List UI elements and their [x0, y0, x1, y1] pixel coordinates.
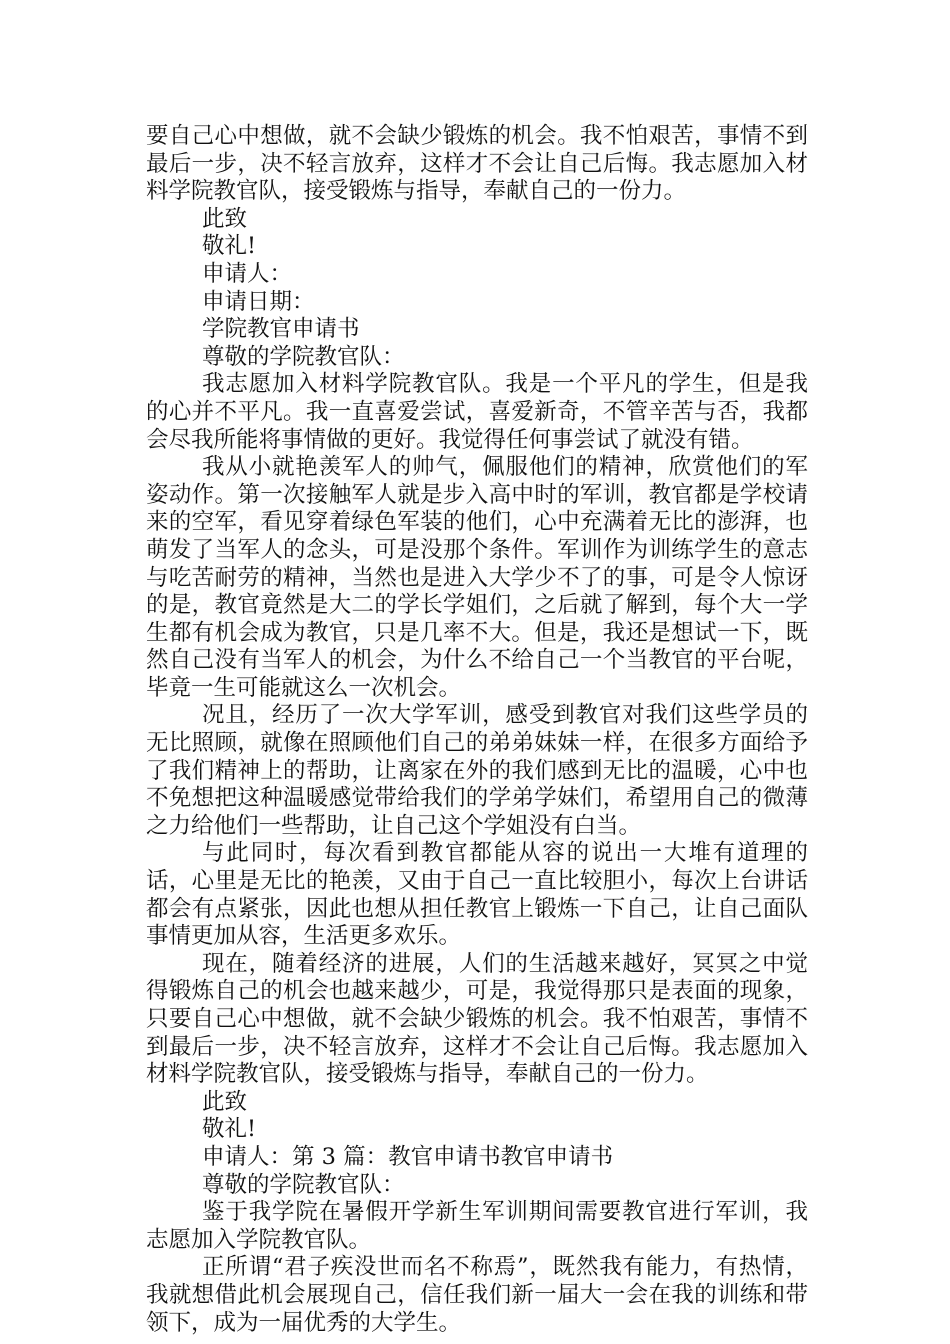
document-body [146, 123, 808, 1337]
closing-line: 此致 [202, 205, 248, 232]
paragraph: 要自己心中想做，就不会缺少锻炼的机会。我不怕艰苦，事情不到最后一步，决不轻言放弃，这样才不会让自己后悔。我志愿加入材料学院教官队，接受锻炼与指导，奉献自己的一份力。 [146, 123, 808, 205]
closing-line: 此致 [202, 1088, 248, 1115]
section-title: 学院教官申请书 [202, 316, 360, 343]
paragraph: 鉴于我学院在暑假开学新生军训期间需要教官进行军训，我志愿加入学院教官队。 [146, 1199, 808, 1253]
applicant-line: 申请人：第 3 篇：教官申请书教官申请书 [202, 1143, 614, 1170]
greeting-line: 尊敬的学院教官队： [202, 1171, 405, 1198]
salutation-line: 敬礼! [202, 1116, 257, 1143]
paragraph: 与此同时，每次看到教官都能从容的说出一大堆有道理的话，心里是无比的艳羡，又由于自己一直比较胆小，每次上台讲话都会有点紧张，因此也想从担任教官上锻炼一下自己，让自己面队事情更加从容，生活更多欢乐。 [146, 840, 808, 950]
paragraph: 我志愿加入材料学院教官队。我是一个平凡的学生，但是我的心并不平凡。我一直喜爱尝试，喜爱新奇，不管辛苦与否，我都会尽我所能将事情做的更好。我觉得任何事尝试了就没有错。 [146, 371, 808, 453]
salutation-line: 敬礼! [202, 233, 257, 260]
applicant-line: 申请人： [202, 260, 293, 287]
paragraph: 正所谓“君子疾没世而名不称焉”，既然我有能力，有热情，我就想借此机会展现自己，信任我们新一届大一会在我的训练和带领下，成为一届优秀的大学生。 [146, 1254, 808, 1336]
paragraph: 现在，随着经济的进展，人们的生活越来越好，冥冥之中觉得锻炼自己的机会也越来越少，可是，我觉得那只是表面的现象，只要自己心中想做，就不会缺少锻炼的机会。我不怕艰苦，事情不到最后一步，决不轻言放弃，这样才不会让自己后悔。我志愿加入材料学院教官队，接受锻炼与指导，奉献自己的一份力。 [146, 950, 808, 1088]
paragraph: 我从小就艳羡军人的帅气，佩服他们的精神，欣赏他们的军姿动作。第一次接触军人就是步入高中时的军训，教官都是学校请来的空军，看见穿着绿色军装的他们，心中充满着无比的澎湃，也萌发了当军人的念头，可是没那个条件。军训作为训练学生的意志与吃苦耐劳的精神，当然也是进入大学少不了的事，可是令人惊讶的是，教官竟然是大二的学长学姐们，之后就了解到，每个大一学生都有机会成为教官，只是几率不大。但是，我还是想试一下，既然自己没有当军人的机会，为什么不给自己一个当教官的平台呢，毕竟一生可能就这么一次机会。 [146, 454, 808, 701]
greeting-line: 尊敬的学院教官队： [202, 343, 405, 370]
paragraph: 况且，经历了一次大学军训，感受到教官对我们这些学员的无比照顾，就像在照顾他们自己的弟弟妹妹一样，在很多方面给予了我们精神上的帮助，让离家在外的我们感到无比的温暖，心中也不免想把这种温暖感觉带给我们的学弟学妹们，希望用自己的微薄之力给他们一些帮助，让自己这个学姐没有白当。 [146, 702, 808, 839]
date-line: 申请日期： [202, 288, 315, 315]
